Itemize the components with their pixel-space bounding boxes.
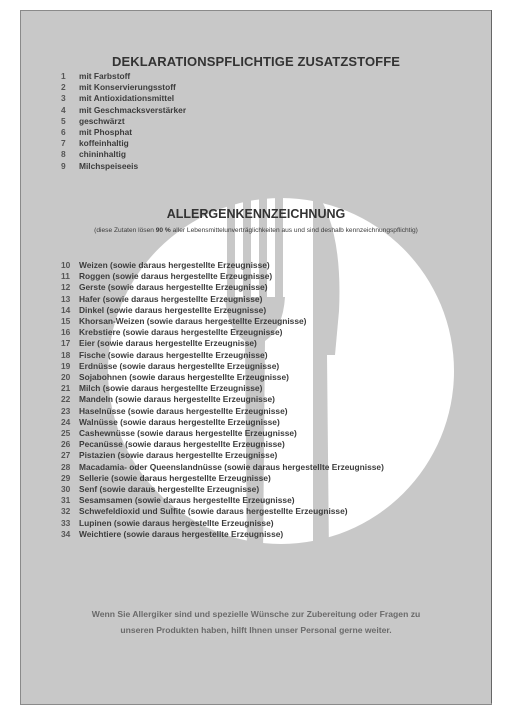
list-item-text: Haselnüsse (sowie daraus hergestellte Erzeugnisse): [79, 405, 288, 416]
list-item-text: chininhaltig: [79, 149, 126, 160]
list-item-number: 24: [61, 416, 71, 427]
allergen-item: [61, 361, 384, 372]
list-item-number: 11: [61, 271, 70, 282]
list-item-number: 13: [61, 293, 71, 304]
additive-item: [61, 161, 186, 172]
list-item-number: 1: [61, 71, 66, 81]
allergen-item: [61, 383, 384, 394]
list-item-text: Dinkel (sowie daraus hergestellte Erzeugnisse): [79, 304, 267, 315]
allergen-item: [61, 338, 384, 349]
list-item-text: Senf (sowie daraus hergestellte Erzeugnisse): [79, 484, 260, 495]
list-item-number: 23: [61, 405, 71, 416]
list-item-number: 22: [61, 394, 71, 405]
list-item-number: 20: [61, 372, 71, 383]
additives-title: DEKLARATIONSPFLICHTIGE ZUSATZSTOFFE: [111, 54, 401, 69]
list-item-number: 8: [61, 149, 66, 160]
list-item-text: Khorsan-Weizen (sowie daraus hergestellte Erzeugnisse): [79, 316, 307, 327]
allergen-item: [61, 394, 384, 405]
additive-item: [61, 93, 186, 104]
allergen-item: [61, 529, 384, 540]
allergens-title: ALLERGENKENNZEICHNUNG: [166, 207, 346, 221]
allergens-note-bold: 90 %: [155, 227, 171, 234]
footer-line-1: Wenn Sie Allergiker sind und spezielle Wünsche zur Zubereitung oder Fragen zu: [91, 609, 421, 619]
list-item-number: 7: [61, 138, 66, 149]
additive-item: [61, 82, 186, 93]
list-item-text: mit Antioxidationsmittel: [79, 93, 175, 104]
allergen-item: [61, 327, 384, 338]
list-item-number: 12: [61, 282, 71, 293]
list-item-text: Hafer (sowie daraus hergestellte Erzeugnisse): [79, 293, 263, 304]
list-item-text: koffeinhaltig: [79, 138, 129, 149]
list-item-number: 30: [61, 484, 71, 495]
list-item-text: Sojabohnen (sowie daraus hergestellte Erzeugnisse): [79, 372, 289, 383]
list-item-text: mit Geschmacksverstärker: [79, 104, 187, 115]
list-item-number: 2: [61, 82, 66, 93]
list-item-text: Roggen (sowie daraus hergestellte Erzeugnisse): [79, 271, 273, 282]
allergen-item: [61, 417, 384, 428]
allergen-item: [61, 305, 384, 316]
list-item-number: 6: [61, 127, 66, 138]
additive-item: [61, 149, 186, 160]
additive-item: [61, 105, 186, 116]
allergens-note: [21, 227, 491, 234]
additive-item: [61, 138, 186, 149]
list-item-text: Walnüsse (sowie daraus hergestellte Erzeugnisse): [79, 416, 280, 427]
list-item-text: Fische (sowie daraus hergestellte Erzeugnisse): [79, 349, 268, 360]
list-item-number: 34: [61, 528, 71, 539]
allergen-item: [61, 316, 384, 327]
list-item-number: 4: [61, 104, 66, 115]
additive-item: [61, 71, 186, 82]
list-item-number: 14: [61, 304, 71, 315]
allergens-note-end: aller Lebensmittelunverträglichkeiten aus und sind deshalb kennzeichnungspflichtig): [170, 227, 418, 234]
list-item-text: Milch (sowie daraus hergestellte Erzeugnisse): [79, 383, 263, 394]
list-item-number: 5: [61, 115, 66, 126]
allergen-item: [61, 518, 384, 529]
footer-line-2: unseren Produkten haben, hilft Ihnen unser Personal gerne weiter.: [120, 625, 392, 635]
list-item-text: Pistazien (sowie daraus hergestellte Erzeugnisse): [79, 450, 278, 461]
list-item-text: Sesamsamen (sowie daraus hergestellte Erzeugnisse): [79, 495, 295, 506]
list-item-number: 3: [61, 93, 66, 104]
allergen-item: [61, 439, 384, 450]
list-item-number: 25: [61, 428, 71, 439]
additive-item: [61, 127, 186, 138]
list-item-text: Schwefeldioxid und Sulfite (sowie daraus hergestellte Erzeugnisse): [79, 506, 348, 517]
list-item-text: mit Phosphat: [79, 127, 133, 138]
allergen-item: [61, 428, 384, 439]
allergen-item: [61, 406, 384, 417]
list-item-text: Weizen (sowie daraus hergestellte Erzeugnisse): [79, 260, 270, 270]
list-item-number: 21: [61, 383, 71, 394]
list-item-number: 26: [61, 439, 71, 450]
allergen-item: [61, 506, 384, 517]
additive-item: [61, 116, 186, 127]
list-item-text: Pecanüsse (sowie daraus hergestellte Erzeugnisse): [79, 439, 285, 450]
allergen-item: [61, 484, 384, 495]
list-item-text: Weichtiere (sowie daraus hergestellte Erzeugnisse): [79, 528, 284, 539]
list-item-text: Sellerie (sowie daraus hergestellte Erzeugnisse): [79, 472, 271, 483]
allergen-item: [61, 294, 384, 305]
list-item-text: Cashewnüsse (sowie daraus hergestellte Erzeugnisse): [79, 428, 297, 439]
list-item-text: Macadamia- oder Queenslandnüsse (sowie daraus hergestellte Erzeugnisse): [79, 461, 384, 472]
allergen-item: [61, 462, 384, 473]
list-item-number: 19: [61, 360, 71, 371]
document-page: [20, 10, 492, 705]
allergen-item: [61, 495, 384, 506]
allergen-item: [61, 350, 384, 361]
allergen-item: [61, 372, 384, 383]
list-item-number: 29: [61, 472, 71, 483]
list-item-text: geschwärzt: [79, 115, 125, 126]
list-item-text: Milchspeiseeis: [79, 160, 139, 171]
allergen-item: [61, 271, 384, 282]
list-item-number: 28: [61, 461, 71, 472]
list-item-number: 10: [61, 260, 71, 270]
allergens-note-start: (diese Zutaten lösen: [94, 227, 156, 234]
page-shadow-edge: [491, 10, 492, 703]
list-item-number: 32: [61, 506, 71, 517]
list-item-text: mit Konservierungsstoff: [79, 82, 176, 93]
allergen-item: [61, 260, 384, 271]
additives-list: [61, 71, 186, 172]
allergen-item: [61, 450, 384, 461]
list-item-number: 17: [61, 338, 71, 349]
list-item-text: Lupinen (sowie daraus hergestellte Erzeugnisse): [79, 517, 274, 528]
list-item-number: 15: [61, 316, 71, 327]
list-item-number: 16: [61, 327, 71, 338]
list-item-text: Gerste (sowie daraus hergestellte Erzeugnisse): [79, 282, 268, 293]
allergen-item: [61, 282, 384, 293]
list-item-text: Krebstiere (sowie daraus hergestellte Erzeugnisse): [79, 327, 283, 338]
list-item-number: 18: [61, 349, 71, 360]
list-item-text: Eier (sowie daraus hergestellte Erzeugnisse): [79, 338, 257, 349]
allergens-list: [61, 260, 384, 540]
list-item-text: Mandeln (sowie daraus hergestellte Erzeugnisse): [79, 394, 275, 405]
allergen-item: [61, 473, 384, 484]
list-item-text: mit Farbstoff: [79, 71, 131, 81]
list-item-number: 9: [61, 160, 66, 171]
list-item-number: 27: [61, 450, 71, 461]
footer-notice: [51, 606, 461, 638]
list-item-number: 31: [61, 495, 71, 506]
list-item-text: Erdnüsse (sowie daraus hergestellte Erzeugnisse): [79, 360, 280, 371]
list-item-number: 33: [61, 517, 71, 528]
